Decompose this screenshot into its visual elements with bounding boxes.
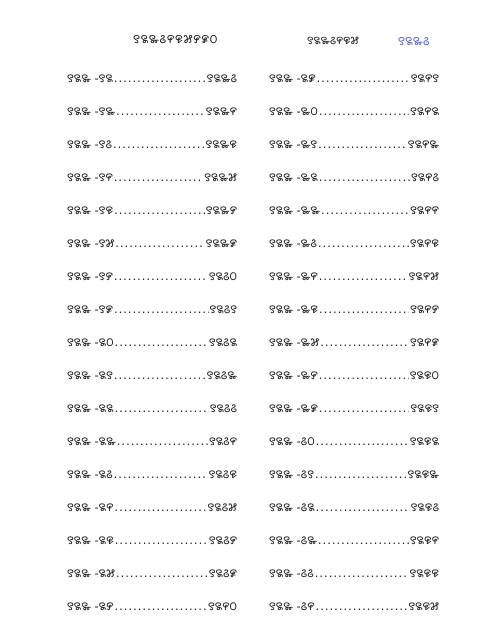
entry-label: ꯱꯲꯳ -꯲꯸	[67, 599, 114, 613]
index-entry	[269, 499, 439, 532]
dot-leader	[319, 269, 408, 283]
entry-label: ꯱꯲꯳ -꯲꯷	[67, 566, 115, 580]
index-entry	[67, 136, 237, 169]
index-entry	[269, 136, 439, 169]
entry-label: ꯱꯲꯳ -꯳꯷	[269, 335, 320, 349]
entry-label: ꯱꯲꯳ -꯳꯲	[269, 170, 318, 184]
index-entry	[67, 268, 237, 301]
dot-leader	[114, 269, 208, 283]
index-entry	[269, 598, 439, 631]
dot-leader	[115, 401, 209, 415]
index-entry	[67, 466, 237, 499]
index-entry	[269, 268, 439, 301]
entry-label: ꯱꯲꯳ -꯳꯳	[269, 203, 321, 217]
entry-page-number: ꯱꯲꯳꯴	[206, 71, 237, 85]
dot-leader	[114, 71, 206, 85]
index-entry	[269, 532, 439, 565]
entry-label: ꯱꯲꯳ -꯲꯲	[67, 401, 114, 415]
entry-label: ꯱꯲꯳ -꯴꯱	[269, 467, 314, 481]
index-entry	[269, 565, 439, 598]
entry-label: ꯱꯲꯳ -꯱꯸	[67, 269, 113, 283]
index-entry	[67, 433, 237, 466]
entry-page-number: ꯱꯲꯴꯵	[208, 434, 237, 448]
entry-page-number: ꯱꯲꯴꯴	[209, 401, 237, 415]
page-title: ꯱꯲꯳꯴꯵꯶꯷꯸꯹꯰	[133, 32, 218, 46]
entry-label: ꯱꯲꯳ -꯲꯶	[67, 533, 114, 547]
dot-leader	[114, 599, 207, 613]
index-entry	[67, 169, 237, 202]
entry-page-number: ꯱꯲꯶꯳	[407, 467, 439, 481]
dot-leader	[317, 71, 410, 85]
entry-page-number: ꯱꯲꯶꯰	[409, 368, 439, 382]
entry-page-number: ꯱꯲꯵꯱	[410, 71, 439, 85]
entry-label: ꯱꯲꯳ -꯱꯷	[67, 236, 115, 250]
entry-label: ꯱꯲꯳ -꯲꯰	[67, 335, 114, 349]
index-entry	[67, 103, 237, 136]
entry-page-number: ꯱꯲꯵꯴	[410, 170, 439, 184]
dot-leader	[321, 203, 409, 217]
entry-page-number: ꯱꯲꯶꯶	[409, 566, 439, 580]
dot-leader	[320, 335, 409, 349]
entry-label: ꯱꯲꯳ -꯳꯶	[269, 302, 319, 316]
dot-leader	[116, 566, 208, 580]
index-entry	[269, 367, 439, 400]
entry-label: ꯱꯲꯳ -꯳꯹	[269, 401, 318, 415]
dot-leader	[319, 104, 409, 118]
entry-label: ꯱꯲꯳ -꯳꯰	[269, 104, 318, 118]
entry-label: ꯱꯲꯳ -꯲꯵	[67, 500, 114, 514]
index-column-right	[269, 70, 439, 631]
index-entry	[67, 235, 237, 268]
entry-page-number: ꯱꯲꯳꯸	[205, 203, 237, 217]
entry-label: ꯱꯲꯳ -꯲꯳	[67, 434, 116, 448]
index-entry	[67, 301, 237, 334]
entry-label: ꯱꯲꯳ -꯴꯳	[269, 533, 317, 547]
dot-leader	[114, 368, 206, 382]
page-header	[0, 30, 494, 52]
entry-label: ꯱꯲꯳ -꯳꯸	[269, 368, 318, 382]
entry-page-number: ꯱꯲꯵꯹	[409, 335, 439, 349]
dot-leader	[114, 203, 205, 217]
entry-page-number: ꯱꯲꯵꯸	[410, 302, 439, 316]
entry-label: ꯱꯲꯳ -꯴꯵	[269, 599, 315, 613]
index-entry	[67, 565, 237, 598]
index-entry	[67, 532, 237, 565]
dot-leader	[114, 500, 206, 514]
entry-page-number: ꯱꯲꯳꯹	[205, 236, 237, 250]
entry-label: ꯱꯲꯳ -꯲꯹	[269, 71, 316, 85]
entry-page-number: ꯱꯲꯳꯷	[204, 170, 237, 184]
index-entry	[67, 334, 237, 367]
entry-label: ꯱꯲꯳ -꯳꯵	[269, 269, 318, 283]
dot-leader	[316, 434, 409, 448]
index-entry	[269, 169, 439, 202]
dot-leader	[319, 401, 410, 415]
entry-page-number: ꯱꯲꯳꯶	[205, 137, 237, 151]
dot-leader	[116, 104, 205, 118]
dot-leader	[315, 467, 406, 481]
entry-page-number: ꯱꯲꯶꯲	[409, 434, 439, 448]
dot-leader	[114, 170, 204, 184]
index-entry	[269, 466, 439, 499]
entry-label: ꯱꯲꯳ -꯱꯲	[67, 71, 113, 85]
entry-page-number: ꯱꯲꯶꯵	[409, 533, 439, 547]
index-entry	[269, 301, 439, 334]
dot-leader	[318, 137, 407, 151]
dot-leader	[115, 236, 204, 250]
entry-page-number: ꯱꯲꯴꯶	[208, 467, 237, 481]
dot-leader	[318, 533, 409, 547]
index-entry	[269, 103, 439, 136]
entry-label: ꯱꯲꯳ -꯱꯵	[67, 170, 113, 184]
dot-leader	[115, 533, 208, 547]
entry-page-number: ꯱꯲꯴꯳	[206, 368, 237, 382]
entry-page-number: ꯱꯲꯶꯴	[410, 500, 439, 514]
entry-label: ꯱꯲꯳ -꯳꯱	[269, 137, 318, 151]
dot-leader	[114, 302, 209, 316]
entry-page-number: ꯱꯲꯵꯲	[410, 104, 439, 118]
index-entry	[67, 367, 237, 400]
index-column-left	[67, 70, 237, 631]
entry-page-number: ꯱꯲꯴꯹	[208, 566, 237, 580]
entry-label: ꯱꯲꯳ -꯴꯲	[269, 500, 315, 514]
dot-leader	[319, 368, 409, 382]
entry-page-number: ꯱꯲꯵꯵	[410, 203, 439, 217]
index-entry	[67, 202, 237, 235]
index-entry	[269, 334, 439, 367]
entry-label: ꯱꯲꯳ -꯴꯴	[269, 566, 314, 580]
entry-page-number: ꯱꯲꯴꯱	[209, 302, 237, 316]
index-entry	[67, 400, 237, 433]
index-entry	[269, 70, 439, 103]
dot-leader	[117, 434, 208, 448]
dot-leader	[319, 170, 410, 184]
entry-label: ꯱꯲꯳ -꯱꯶	[67, 203, 114, 217]
dot-leader	[115, 335, 208, 349]
index-entry	[67, 499, 237, 532]
page-number: ꯱꯲꯳꯴	[398, 34, 430, 48]
index-entry	[269, 235, 439, 268]
entry-page-number: ꯱꯲꯴꯷	[207, 500, 237, 514]
index-entry	[269, 433, 439, 466]
page-subtitle: ꯱꯲꯳꯴꯵꯶꯷	[307, 34, 359, 47]
entry-label: ꯱꯲꯳ -꯱꯴	[67, 137, 112, 151]
entry-page-number: ꯱꯲꯵꯶	[409, 236, 439, 250]
entry-page-number: ꯱꯲꯵꯰	[208, 599, 237, 613]
entry-page-number: ꯱꯲꯵꯷	[408, 269, 439, 283]
entry-label: ꯱꯲꯳ -꯲꯱	[67, 368, 113, 382]
dot-leader	[315, 566, 409, 580]
dot-leader	[113, 137, 204, 151]
dot-leader	[316, 500, 410, 514]
dot-leader	[319, 302, 409, 316]
entry-page-number: ꯱꯲꯴꯲	[208, 335, 237, 349]
entry-page-number: ꯱꯲꯴꯰	[208, 269, 237, 283]
dot-leader	[318, 236, 409, 250]
dot-leader	[114, 467, 208, 481]
entry-label: ꯱꯲꯳ -꯳꯴	[269, 236, 317, 250]
index-entry	[269, 400, 439, 433]
entry-page-number: ꯱꯲꯶꯱	[410, 401, 439, 415]
dot-leader	[316, 599, 408, 613]
entry-page-number: ꯱꯲꯴꯸	[208, 533, 237, 547]
entry-label: ꯱꯲꯳ -꯲꯴	[67, 467, 113, 481]
entry-page-number: ꯱꯲꯶꯷	[408, 599, 439, 613]
entry-label: ꯱꯲꯳ -꯱꯹	[67, 302, 113, 316]
entry-page-number: ꯱꯲꯳꯵	[205, 104, 237, 118]
index-entry	[67, 70, 237, 103]
entry-label: ꯱꯲꯳ -꯱꯳	[67, 104, 116, 118]
entry-page-number: ꯱꯲꯵꯳	[407, 137, 439, 151]
index-entry	[269, 202, 439, 235]
entry-label: ꯱꯲꯳ -꯴꯰	[269, 434, 315, 448]
index-entry	[67, 598, 237, 631]
